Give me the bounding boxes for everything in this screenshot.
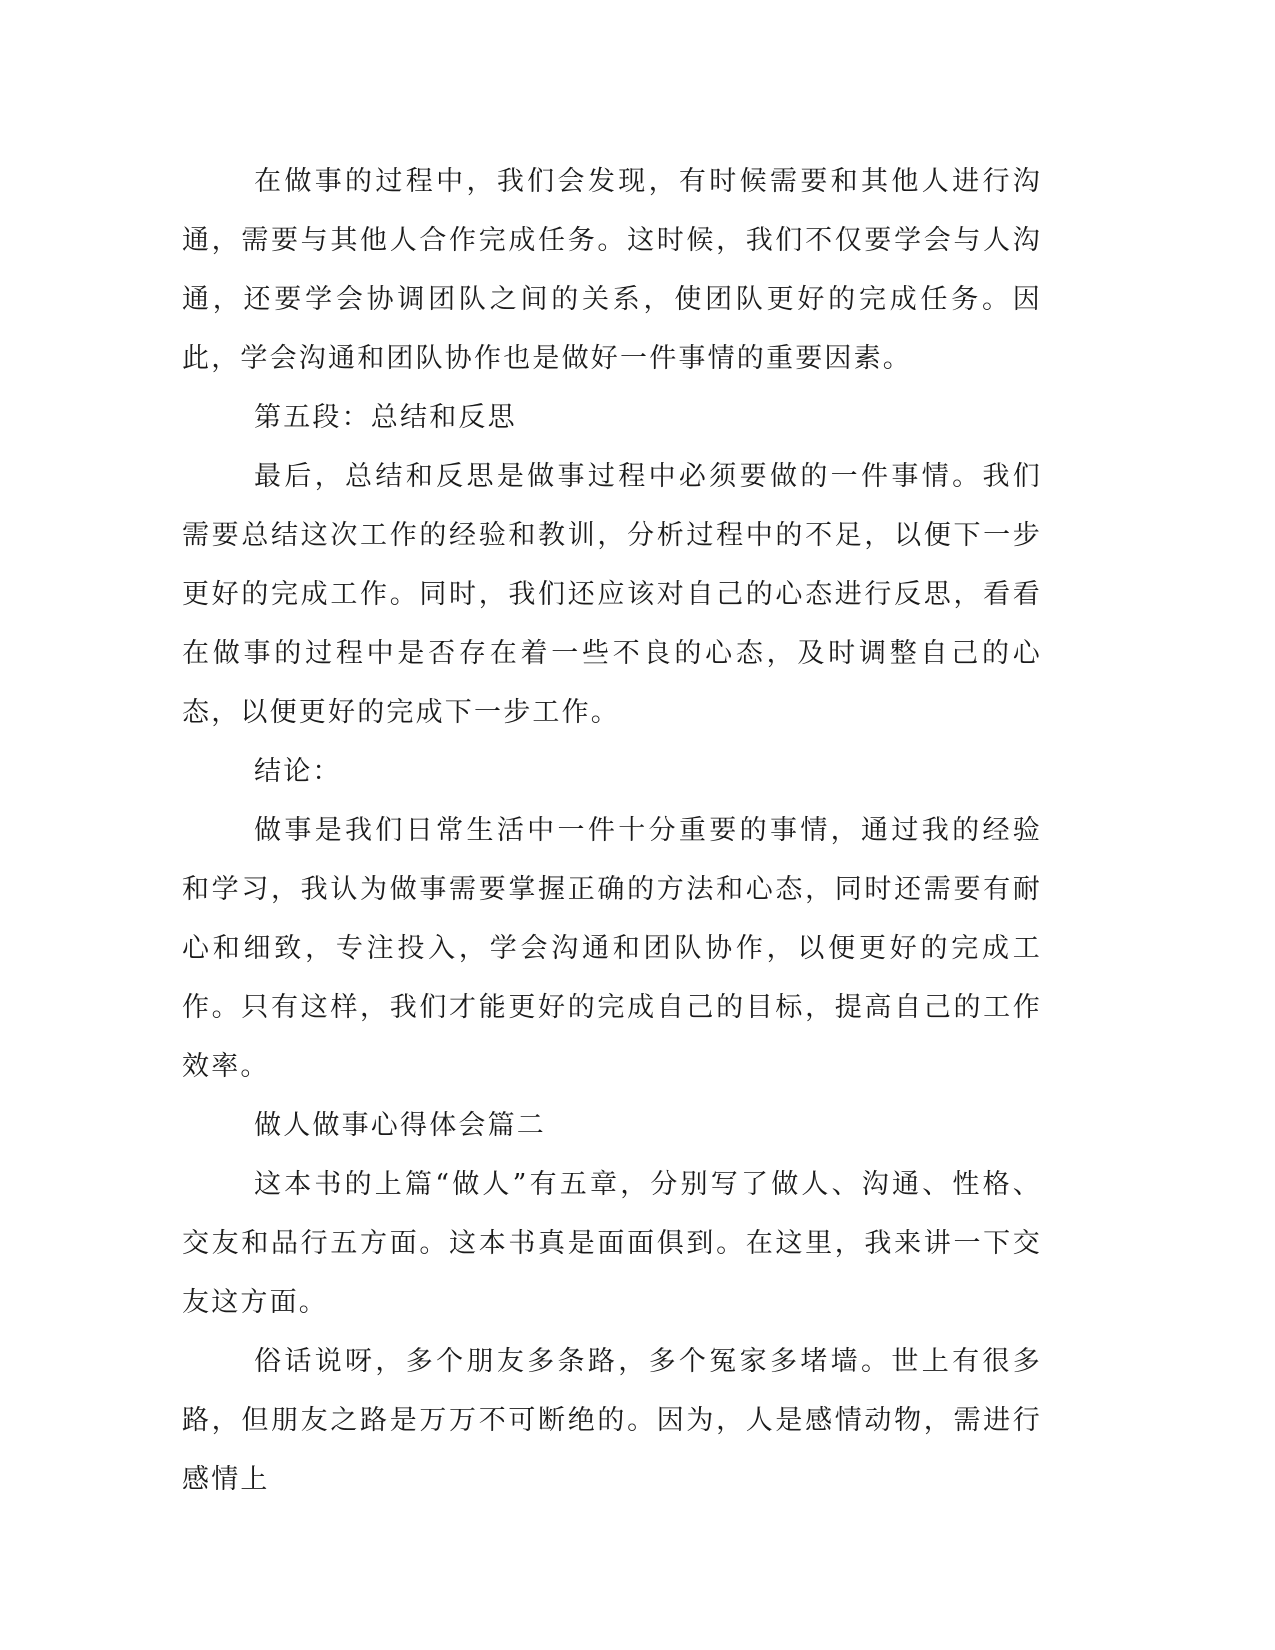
section-heading-summary-reflection: 第五段：总结和反思 xyxy=(254,402,517,433)
section-heading-conclusion: 结论： xyxy=(254,756,342,787)
paragraph-summary-reflection: 最后，总结和反思是做事过程中必须要做的一件事情。我们需要总结这次工作的经验和教训，分析过程中的不足，以便下一步更好的完成工作。同时，我们还应该对自己的心态进行反思，看看在做事的过程中是否存在着一些不良的心态，及时调整自己的心态，以便更好的完成下一步工作。 xyxy=(182,461,1042,728)
article-title-part-two: 做人做事心得体会篇二 xyxy=(254,1110,546,1141)
paragraph-communication-teamwork: 在做事的过程中，我们会发现，有时候需要和其他人进行沟通，需要与其他人合作完成任务。这时候，我们不仅要学会与人沟通，还要学会协调团队之间的关系，使团队更好的完成任务。因此，学会沟通和团队协作也是做好一件事情的重要因素。 xyxy=(182,166,1042,374)
paragraph-friendship: 俗话说呀，多个朋友多条路，多个冤家多堵墙。世上有很多路，但朋友之路是万万不可断绝的。因为，人是感情动物，需进行感情上 xyxy=(182,1346,1042,1495)
paragraph-conclusion: 做事是我们日常生活中一件十分重要的事情，通过我的经验和学习，我认为做事需要掌握正确的方法和心态，同时还需要有耐心和细致，专注投入，学会沟通和团队协作，以便更好的完成工作。只有这样，我们才能更好的完成自己的目标，提高自己的工作效率。 xyxy=(182,815,1042,1082)
paragraph-book-overview: 这本书的上篇“做人”有五章，分别写了做人、沟通、性格、交友和品行五方面。这本书真是面面俱到。在这里，我来讲一下交友这方面。 xyxy=(182,1169,1042,1318)
document-page xyxy=(182,152,1042,1509)
